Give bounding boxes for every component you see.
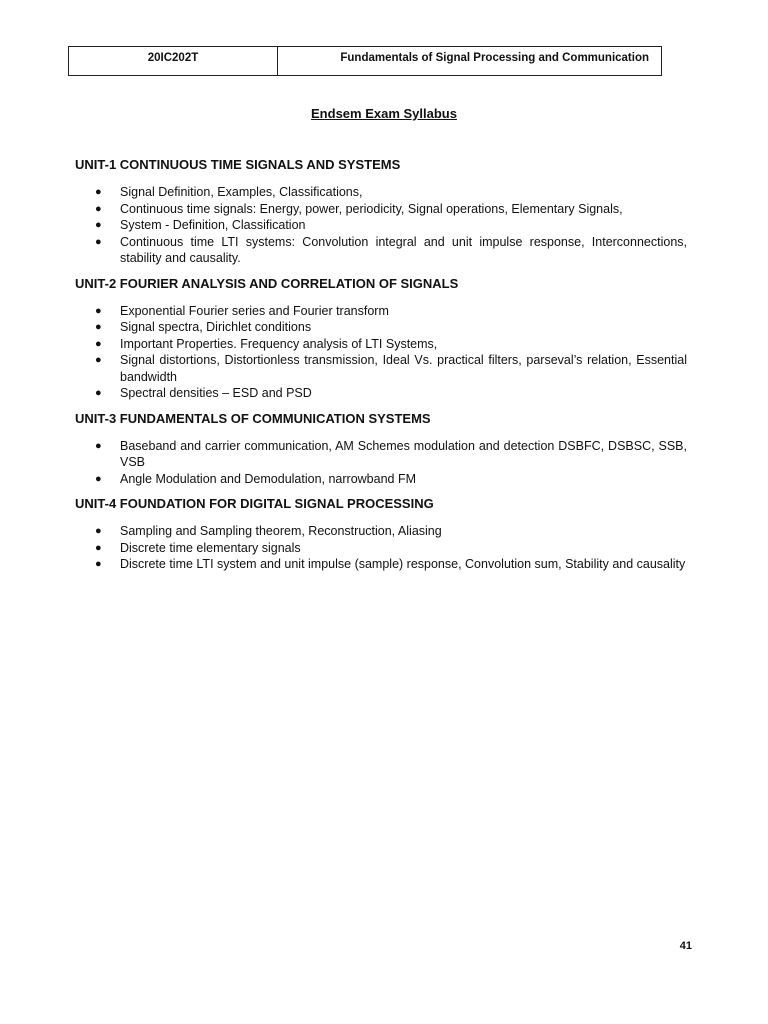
list-item — [75, 303, 687, 320]
bullet-icon: ● — [95, 337, 102, 350]
course-title: Fundamentals of Signal Processing and Communication — [340, 52, 649, 64]
list-item — [75, 217, 687, 234]
topic-text: Spectral densities – ESD and PSD — [120, 386, 312, 400]
syllabus-content — [75, 157, 687, 582]
bullet-icon: ● — [95, 354, 102, 366]
bullet-icon: ● — [95, 387, 102, 399]
unit-1 — [75, 157, 687, 267]
topic-text: System - Definition, Classification — [120, 218, 306, 232]
topic-text: Continuous time LTI systems: Convolution integral and unit impulse response, Interconnections, stability and causality. — [120, 234, 687, 265]
bullet-icon: ● — [95, 472, 102, 485]
topic-text: Discrete time LTI system and unit impulse (sample) response, Convolution sum, Stability and causality — [120, 557, 686, 571]
bullet-icon: ● — [95, 219, 102, 231]
topic-list — [75, 184, 687, 267]
topic-text: Discrete time elementary signals — [120, 540, 301, 555]
bullet-icon: ● — [95, 321, 102, 333]
topic-text: Exponential Fourier series and Fourier transform — [120, 303, 389, 318]
topic-list — [75, 523, 687, 573]
bullet-icon: ● — [95, 186, 102, 198]
list-item — [75, 201, 687, 218]
topic-text: Signal distortions, Distortionless transmission, Ideal Vs. practical filters, parseval’s relation, Essential bandwidth — [120, 353, 687, 384]
list-item — [75, 319, 687, 336]
topic-list — [75, 303, 687, 402]
unit-2 — [75, 276, 687, 402]
unit-3 — [75, 411, 687, 488]
unit-heading: UNIT-2 FOURIER ANALYSIS AND CORRELATION OF SIGNALS — [75, 275, 459, 291]
topic-text: Angle Modulation and Demodulation, narrowband FM — [120, 471, 417, 486]
bullet-icon: ● — [95, 525, 102, 537]
unit-heading: UNIT-4 FOUNDATION FOR DIGITAL SIGNAL PROCESSING — [75, 496, 434, 511]
unit-heading: UNIT-3 FUNDAMENTALS OF COMMUNICATION SYSTEMS — [75, 410, 431, 426]
bullet-icon: ● — [95, 558, 102, 570]
list-item — [75, 471, 687, 488]
bullet-icon: ● — [95, 202, 102, 215]
bullet-icon: ● — [95, 541, 102, 554]
topic-text: Signal Definition, Examples, Classifications, — [120, 185, 363, 199]
course-code: 20IC202T — [69, 47, 278, 75]
unit-heading: UNIT-1 CONTINUOUS TIME SIGNALS AND SYSTEMS — [75, 157, 401, 172]
bullet-icon: ● — [95, 304, 102, 317]
list-item — [75, 336, 687, 353]
list-item — [75, 352, 687, 385]
topic-text: Baseband and carrier communication, AM Schemes modulation and detection DSBFC, DSBSC, SSB, VSB — [120, 438, 687, 469]
bullet-icon: ● — [95, 235, 102, 248]
topic-list — [75, 438, 687, 488]
list-item — [75, 438, 687, 471]
list-item — [75, 523, 687, 540]
topic-text: Continuous time signals: Energy, power, periodicity, Signal operations, Elementary Signals, — [120, 201, 623, 216]
topic-text: Important Properties. Frequency analysis of LTI Systems, — [120, 336, 438, 351]
list-item — [75, 540, 687, 557]
list-item — [75, 385, 687, 402]
unit-4 — [75, 496, 687, 573]
list-item — [75, 234, 687, 267]
page-title-container — [0, 106, 768, 121]
topic-text: Signal spectra, Dirichlet conditions — [120, 320, 312, 334]
course-header-table — [68, 46, 662, 76]
list-item — [75, 184, 687, 201]
page-title: Endsem Exam Syllabus — [311, 106, 457, 121]
topic-text: Sampling and Sampling theorem, Reconstruction, Aliasing — [120, 524, 442, 538]
page-number: 41 — [679, 940, 692, 952]
list-item — [75, 556, 687, 573]
bullet-icon: ● — [95, 439, 102, 452]
